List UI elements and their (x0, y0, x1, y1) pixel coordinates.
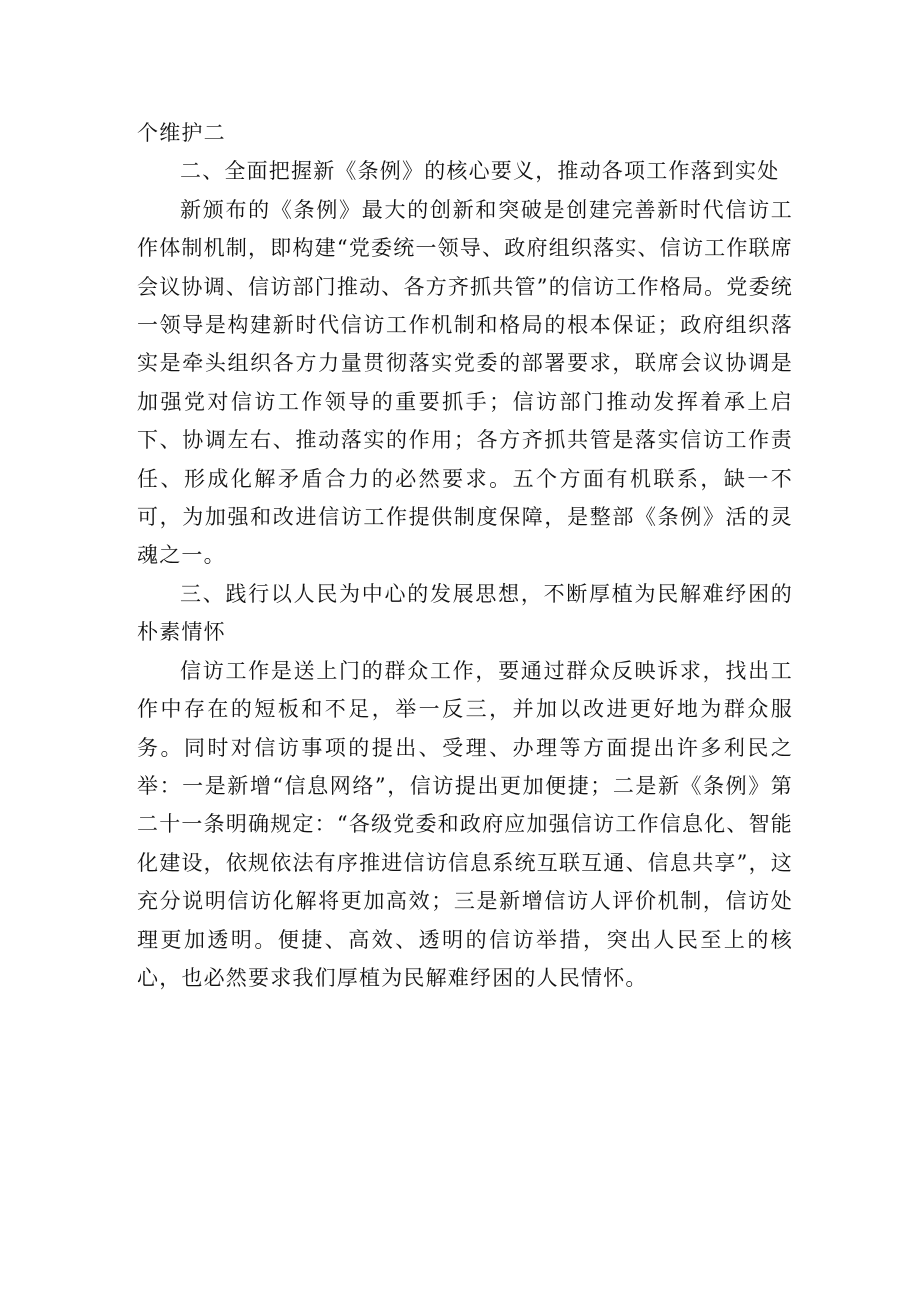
document-page (137, 114, 793, 997)
paragraph-section-3-body: 信访工作是送上门的群众工作，要通过群众反映诉求，找出工作中存在的短板和不足，举一反三，并加以改进更好地为群众服务。同时对信访事项的提出、受理、办理等方面提出许多利民之举：一是新增“信息网络”，信访提出更加便捷；二是新《条例》第二十一条明确规定：“各级党委和政府应加强信访工作信息化、智能化建设，依规依法有序推进信访信息系统互联互通、信息共享”，这充分说明信访化解将更加高效；三是新增信访人评价机制，信访处理更加透明。便捷、高效、透明的信访举措，突出人民至上的核心，也必然要求我们厚植为民解难纾困的人民情怀。 (137, 658, 793, 990)
section-heading-3: 三、践行以人民为中心的发展思想，不断厚植为民解难纾困的朴素情怀 (137, 581, 793, 645)
paragraph-continuation: 个维护二 (137, 121, 226, 145)
section-heading-2: 二、全面把握新《条例》的核心要义，推动各项工作落到实处 (180, 159, 780, 184)
paragraph-section-2-body: 新颁布的《条例》最大的创新和突破是创建完善新时代信访工作体制机制，即构建“党委统一领导、政府组织落实、信访工作联席会议协调、信访部门推动、各方齐抓共管”的信访工作格局。党委统一领导是构建新时代信访工作机制和格局的根本保证；政府组织落实是牵头组织各方力量贯彻落实党委的部署要求，联席会议协调是加强党对信访工作领导的重要抓手；信访部门推动发挥着承上启下、协调左右、推动落实的作用；各方齐抓共管是落实信访工作责任、形成化解矛盾合力的必然要求。五个方面有机联系，缺一不可，为加强和改进信访工作提供制度保障，是整部《条例》活的灵魂之一。 (137, 197, 793, 568)
